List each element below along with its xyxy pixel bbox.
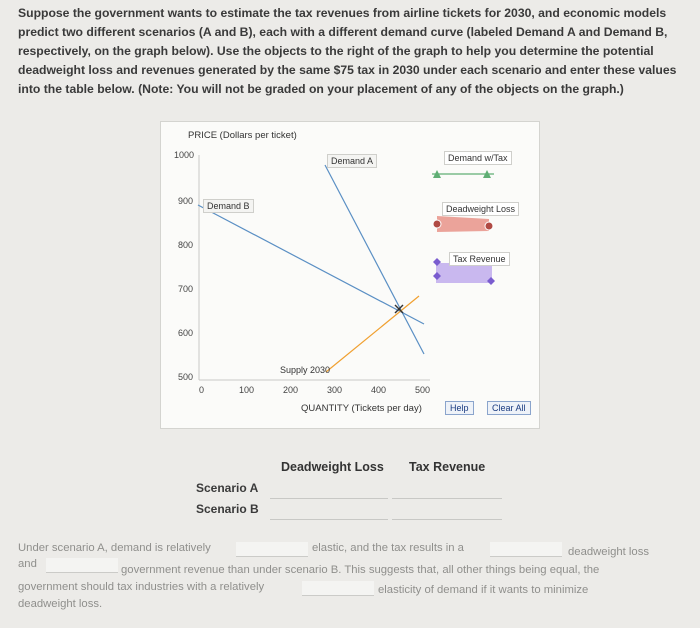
scenario-b-tax-revenue-input[interactable] <box>392 501 502 520</box>
tax-revenue-tool-label[interactable]: Tax Revenue <box>449 252 510 266</box>
note-label: Note: <box>142 82 174 96</box>
table-row-label-scenario-b: Scenario B <box>196 502 259 516</box>
question-line: respectively, on the graph below). Use the objects to the right of the graph to help you determine the potential <box>18 44 654 58</box>
table-row-label-scenario-a: Scenario A <box>196 481 259 495</box>
y-tick-label: 700 <box>178 284 194 294</box>
conclusion-text-span: elasticity of demand if it wants to minimize <box>378 584 589 596</box>
revenue-size-dropdown[interactable] <box>46 558 118 573</box>
x-tick-label: 500 <box>415 385 431 395</box>
x-axis-title: QUANTITY (Tickets per day) <box>301 403 422 414</box>
elasticity-choice-dropdown[interactable] <box>302 581 374 596</box>
conclusion-text-span: Under scenario A, demand is relatively <box>18 542 211 554</box>
deadweight-loss-size-dropdown[interactable] <box>490 542 562 557</box>
deadweight-loss-tool-label[interactable]: Deadweight Loss <box>442 202 519 216</box>
y-tick-label: 500 <box>178 372 194 382</box>
conclusion-text-span: government should tax industries with a relatively <box>18 581 265 593</box>
demand-elasticity-dropdown[interactable] <box>236 542 308 557</box>
conclusion-text-span: government revenue than under scenario B. This suggests that, all other things being equal, the <box>121 564 600 576</box>
demand-tax-tool-label[interactable]: Demand w/Tax <box>444 151 512 165</box>
demand-a-curve <box>325 165 424 354</box>
x-tick-label: 200 <box>283 385 299 395</box>
deadweight-loss-tool-shape[interactable] <box>437 216 489 232</box>
question-text-span: be graded on your placement of any of the objects on the graph.) <box>243 82 624 96</box>
x-tick-label: 0 <box>199 385 205 395</box>
help-button[interactable]: Help <box>445 401 474 415</box>
y-axis-title: PRICE (Dollars per ticket) <box>188 130 297 141</box>
y-tick-label: 900 <box>178 196 194 206</box>
supply-curve <box>326 296 419 372</box>
table-header-tax-revenue: Tax Revenue <box>409 460 486 474</box>
conclusion-text-span: and <box>18 558 37 570</box>
conclusion-text-span: elastic, and the tax results in a <box>312 542 464 554</box>
x-tick-label: 100 <box>239 385 255 395</box>
demand-a-label: Demand A <box>327 154 377 168</box>
tax-revenue-tool-shape[interactable] <box>436 263 492 283</box>
conclusion-text-span: deadweight loss. <box>18 598 103 610</box>
scenario-a-tax-revenue-input[interactable] <box>392 480 502 499</box>
demand-b-label: Demand B <box>203 199 254 213</box>
x-tick-label: 300 <box>327 385 343 395</box>
y-tick-label: 600 <box>178 328 194 338</box>
supply-label: Supply 2030 <box>280 365 331 375</box>
scenario-a-deadweight-loss-input[interactable] <box>270 480 388 499</box>
x-tick-label: 400 <box>371 385 387 395</box>
question-line: predict two different scenarios (A and B), each with a different demand curve (labeled Demand A and Demand B, <box>18 25 668 39</box>
question-line: deadweight loss and revenues generated by the same $75 tax in 2030 under each scenario and enter these values <box>18 63 677 77</box>
handle-icon[interactable] <box>433 220 441 228</box>
table-header-deadweight-loss: Deadweight Loss <box>281 460 384 474</box>
question-text-span: into the table below. ( <box>18 82 143 96</box>
scenario-b-deadweight-loss-input[interactable] <box>270 501 388 520</box>
question-line: Suppose the government wants to estimate the tax revenues from airline tickets for 2030, and economic models <box>18 6 667 20</box>
clear-all-button[interactable]: Clear All <box>487 401 531 415</box>
question-text-span: You will <box>173 82 225 96</box>
not-emphasis: not <box>225 82 244 96</box>
y-tick-label: 1000 <box>174 150 195 160</box>
y-tick-label: 800 <box>178 240 194 250</box>
conclusion-text-span: deadweight loss <box>568 546 650 558</box>
handle-icon[interactable] <box>485 222 493 230</box>
demand-b-curve <box>198 205 424 324</box>
